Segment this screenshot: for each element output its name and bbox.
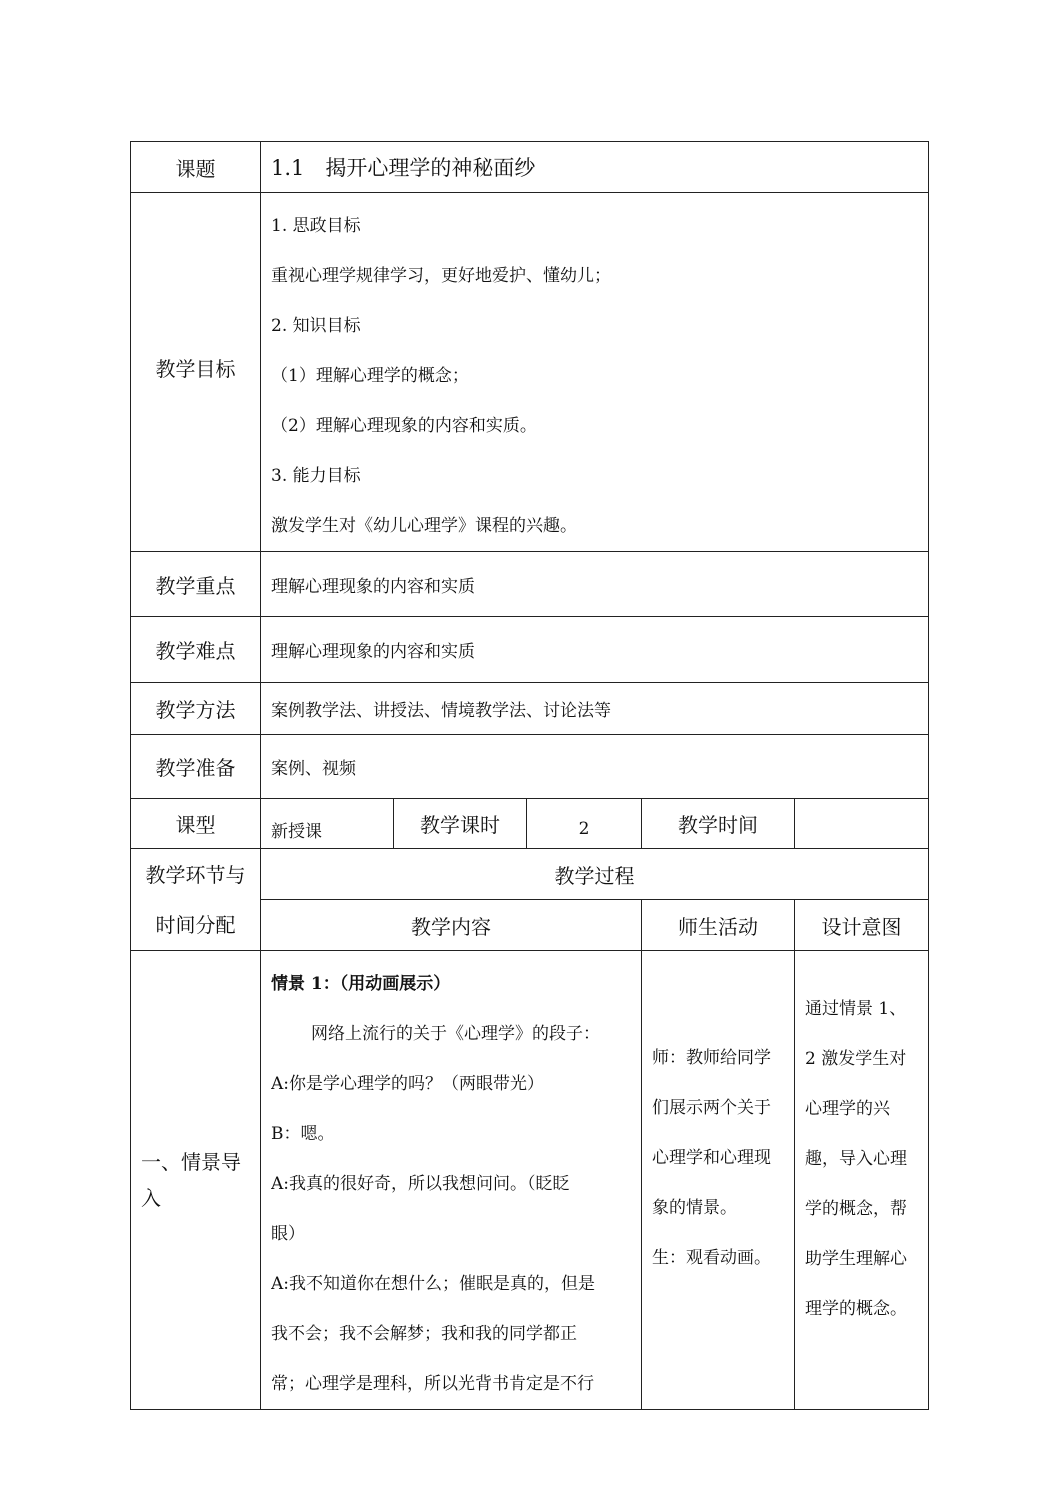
goal-line: 2. 知识目标 xyxy=(271,316,361,336)
key-points-value: 理解心理现象的内容和实质 xyxy=(261,552,929,617)
course-type-row xyxy=(131,799,929,849)
content-line: 网络上流行的关于《心理学》的段子： xyxy=(311,1024,600,1044)
course-type-label: 课型 xyxy=(131,799,261,849)
goal-line: 3. 能力目标 xyxy=(271,466,361,486)
course-type-value: 新授课 xyxy=(261,799,394,849)
design-line: 趣，导入心理 xyxy=(805,1149,907,1169)
goal-line: （1）理解心理学的概念； xyxy=(271,366,469,386)
design-line: 2 激发学生对 xyxy=(805,1049,907,1069)
design-line: 学的概念，帮 xyxy=(805,1199,907,1219)
time-value xyxy=(795,799,929,849)
difficulties-row xyxy=(131,617,929,683)
design-line: 心理学的兴 xyxy=(805,1099,890,1119)
activity-header: 师生活动 xyxy=(642,900,795,951)
design-line: 助学生理解心 xyxy=(805,1249,907,1269)
preparation-value: 案例、视频 xyxy=(261,735,929,799)
difficulties-value: 理解心理现象的内容和实质 xyxy=(261,617,929,683)
stage-1-design xyxy=(795,951,929,1410)
content-line: 情景 1：（用动画展示） xyxy=(271,974,451,994)
design-line: 通过情景 1、 xyxy=(805,999,907,1019)
difficulties-label: 教学难点 xyxy=(131,617,261,683)
topic-label: 课题 xyxy=(131,142,261,193)
content-line: A:我不知道你在想什么；催眠是真的，但是 xyxy=(271,1274,596,1294)
activity-line: 心理学和心理现 xyxy=(652,1148,771,1168)
goal-line: （2）理解心理现象的内容和实质。 xyxy=(271,416,537,436)
methods-value: 案例教学法、讲授法、情境教学法、讨论法等 xyxy=(261,683,929,735)
preparation-label: 教学准备 xyxy=(131,735,261,799)
content-line: 我不会；我不会解梦；我和我的同学都正 xyxy=(271,1324,577,1344)
time-label: 教学时间 xyxy=(642,799,795,849)
topic-value: 1.1 揭开心理学的神秘面纱 xyxy=(261,142,929,193)
process-header: 教学过程 xyxy=(261,849,929,900)
process-header-row xyxy=(131,849,929,900)
goals-label: 教学目标 xyxy=(131,193,261,552)
preparation-row xyxy=(131,735,929,799)
content-line: 常；心理学是理科，所以光背书肯定是不行 xyxy=(271,1374,594,1394)
content-line: B：嗯。 xyxy=(271,1124,335,1144)
stage-1-row xyxy=(131,951,929,1410)
content-header: 教学内容 xyxy=(261,900,642,951)
activity-line: 生：观看动画。 xyxy=(652,1248,771,1268)
key-points-row xyxy=(131,552,929,617)
content-line: A:你是学心理学的吗？（两眼带光） xyxy=(271,1074,545,1094)
methods-label: 教学方法 xyxy=(131,683,261,735)
activity-line: 象的情景。 xyxy=(652,1198,737,1218)
goal-line: 1. 思政目标 xyxy=(271,216,361,236)
activity-line: 们展示两个关于 xyxy=(652,1098,771,1118)
stage-header xyxy=(131,849,261,951)
activity-line: 师：教师给同学 xyxy=(652,1048,771,1068)
stage-1-label: 一、情景导入 xyxy=(131,951,261,1410)
design-header: 设计意图 xyxy=(795,900,929,951)
hours-label: 教学课时 xyxy=(394,799,527,849)
topic-row xyxy=(131,142,929,193)
key-points-label: 教学重点 xyxy=(131,552,261,617)
content-line: 眼） xyxy=(271,1224,305,1244)
goal-line: 重视心理学规律学习，更好地爱护、懂幼儿； xyxy=(271,266,611,286)
stage-header-line-2: 时间分配 xyxy=(155,912,236,937)
content-line: A:我真的很好奇，所以我想问问。（眨眨 xyxy=(271,1174,570,1194)
goals-row xyxy=(131,193,929,552)
stage-1-content xyxy=(261,951,642,1410)
methods-row xyxy=(131,683,929,735)
design-line: 理学的概念。 xyxy=(805,1299,907,1319)
stage-header-line-1: 教学环节与 xyxy=(145,862,246,887)
stage-1-activity xyxy=(642,951,795,1410)
goals-content xyxy=(261,193,929,552)
lesson-plan-table xyxy=(130,141,929,1410)
hours-value: 2 xyxy=(527,799,642,849)
goal-line: 激发学生对《幼儿心理学》课程的兴趣。 xyxy=(271,516,577,536)
